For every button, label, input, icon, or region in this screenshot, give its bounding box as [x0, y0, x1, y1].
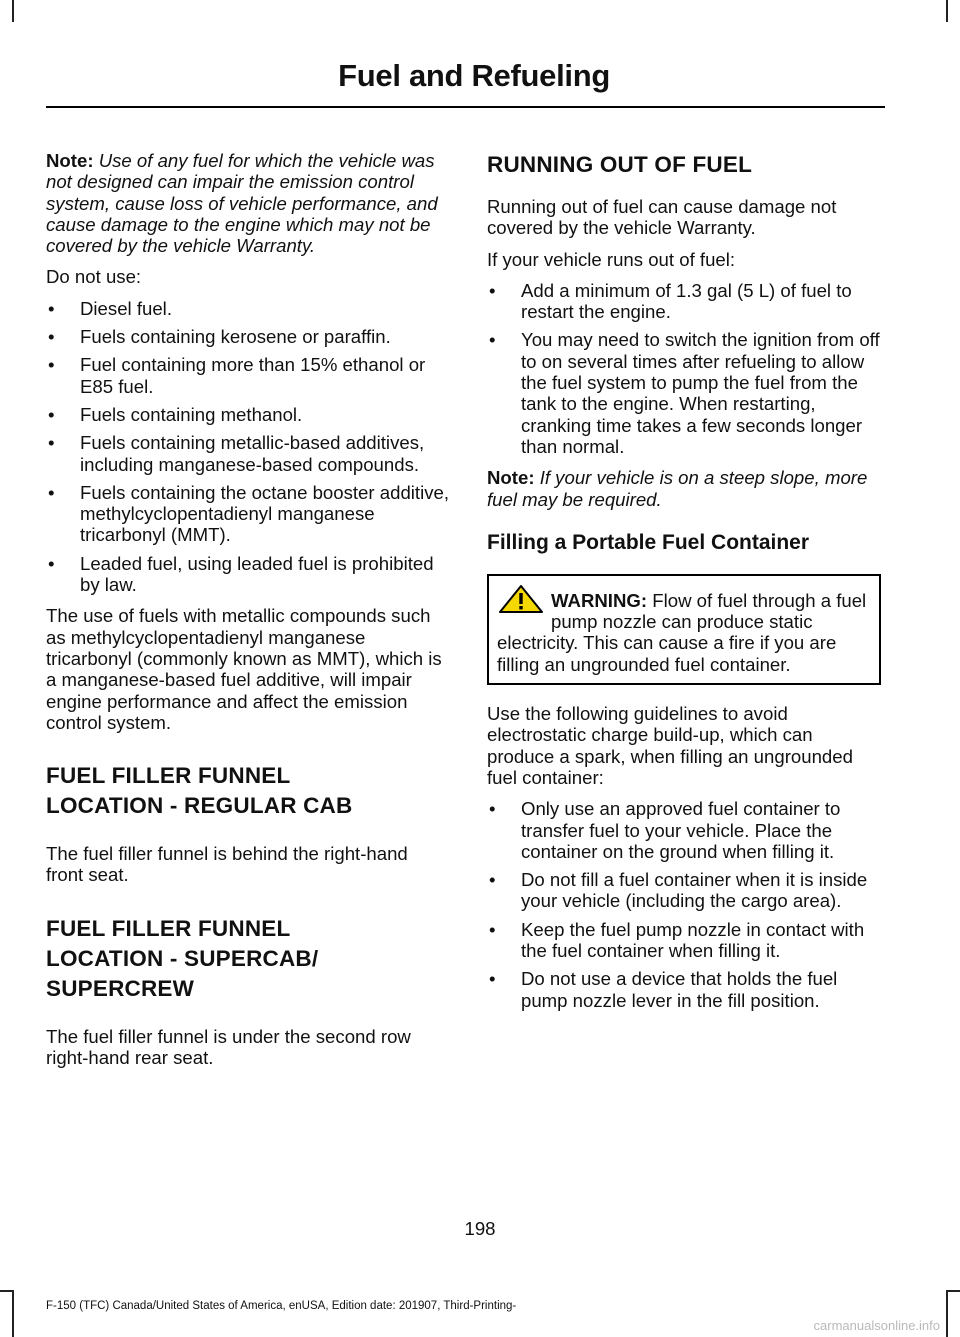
- list-item: [46, 354, 450, 397]
- list-item-text: Fuels containing metallic-based additives, including manganese-based compounds.: [80, 432, 425, 475]
- do-not-use-intro: Do not use:: [46, 266, 142, 288]
- crop-mark-top-right: [946, 0, 948, 22]
- guidelines-intro: Use the following guidelines to avoid electrostatic charge build-up, which can produce a spark, when filling an ungrounded fuel container:: [487, 703, 853, 788]
- bullet-icon: •: [48, 432, 55, 454]
- regular-cab-text: The fuel filler funnel is behind the right-hand front seat.: [46, 843, 408, 886]
- list-item-text: Leaded fuel, using leaded fuel is prohibited by law.: [80, 552, 434, 596]
- slope-note: [487, 467, 881, 510]
- list-item: [487, 280, 881, 323]
- list-item: [46, 482, 450, 546]
- page-number: 198: [464, 1218, 496, 1239]
- metallic-compounds-paragraph: The use of fuels with metallic compounds such as methylcyclopentadienyl manganese tricarbonyl (commonly known as MMT), which is a manganese-based fuel additive, will impair engine performance and affect the emission control system.: [46, 605, 442, 733]
- bullet-icon: •: [48, 297, 55, 319]
- right-column: [487, 150, 881, 1021]
- bullet-icon: •: [48, 326, 55, 348]
- note-text: Use of any fuel for which the vehicle was not designed can impair the emission control system, cause loss of vehicle performance, and cause damage to the engine which may not be covered by the vehicle Warranty.: [46, 150, 438, 257]
- bullet-icon: •: [489, 279, 496, 301]
- warning-text: Flow of fuel through a fuel pump nozzle can produce static electricity. This can cause a fire if you are filling an ungrounded fuel container.: [497, 589, 867, 675]
- left-column: [46, 150, 450, 1078]
- list-item-text: Do not fill a fuel container when it is inside your vehicle (including the cargo area).: [521, 869, 868, 912]
- header-divider: [46, 106, 885, 108]
- crop-mark-bottom-right-h: [946, 1290, 960, 1292]
- list-item: [46, 404, 450, 425]
- page-header-title: Fuel and Refueling: [338, 58, 610, 93]
- bullet-icon: •: [48, 403, 55, 425]
- runs-out-intro: If your vehicle runs out of fuel:: [487, 248, 736, 270]
- runs-out-list: [487, 280, 881, 457]
- list-item-text: Do not use a device that holds the fuel pump nozzle lever in the fill position.: [521, 968, 838, 1011]
- note-label: Note:: [46, 150, 94, 171]
- warning-label: WARNING:: [551, 589, 648, 611]
- bullet-icon: •: [48, 481, 55, 503]
- crop-mark-bottom-left-h: [0, 1290, 14, 1292]
- bullet-icon: •: [489, 329, 496, 351]
- list-item: [487, 869, 881, 912]
- section-heading-regular-cab: [46, 761, 450, 821]
- bullet-icon: •: [48, 552, 55, 574]
- list-item-text: Keep the fuel pump nozzle in contact with the fuel container when filling it.: [521, 918, 865, 962]
- heading-line: SUPERCREW: [46, 975, 195, 1001]
- guidelines-list: [487, 798, 881, 1011]
- list-item-text: Fuels containing the octane booster additive, methylcyclopentadienyl manganese tricarbonyl (MMT).: [80, 481, 450, 546]
- watermark: carmanualsonline.info: [813, 1318, 940, 1333]
- heading-line: LOCATION - SUPERCAB/: [46, 945, 319, 971]
- bullet-icon: •: [489, 968, 496, 990]
- do-not-use-list: [46, 298, 450, 596]
- warning-box: [487, 574, 881, 685]
- list-item-text: You may need to switch the ignition from off to on several times after refueling to allow the fuel system to pump the fuel from the tank to the engine. When restarting, cranking time takes a few seconds longer than normal.: [521, 329, 880, 457]
- list-item-text: Fuels containing kerosene or paraffin.: [80, 326, 391, 348]
- list-item-text: Fuels containing methanol.: [80, 403, 303, 425]
- warning-triangle-icon: [497, 584, 545, 614]
- crop-mark-bottom-left: [12, 1290, 14, 1337]
- list-item: [46, 432, 450, 475]
- list-item-text: Diesel fuel.: [80, 297, 172, 319]
- bullet-icon: •: [489, 918, 496, 940]
- list-item: [487, 968, 881, 1011]
- crop-mark-top-left: [12, 0, 14, 22]
- note-text: If your vehicle is on a steep slope, more fuel may be required.: [487, 467, 868, 510]
- section-heading-running-out: RUNNING OUT OF FUEL: [487, 152, 753, 177]
- footer-edition-text: F-150 (TFC) Canada/United States of America, enUSA, Edition date: 201907, Third-Printing-: [46, 1300, 517, 1312]
- bullet-icon: •: [48, 354, 55, 376]
- list-item: [487, 919, 881, 962]
- note-label: Note:: [487, 467, 535, 489]
- list-item-text: Only use an approved fuel container to transfer fuel to your vehicle. Place the container on the ground when filling it.: [521, 798, 841, 862]
- running-out-intro: Running out of fuel can cause damage not covered by the vehicle Warranty.: [487, 196, 837, 239]
- bullet-icon: •: [489, 798, 496, 820]
- crop-mark-bottom-right: [946, 1290, 948, 1337]
- list-item: [487, 329, 881, 457]
- list-item: [46, 326, 450, 347]
- section-heading-supercab: [46, 914, 450, 1004]
- fuel-note: [46, 150, 450, 256]
- heading-line: FUEL FILLER FUNNEL: [46, 915, 291, 941]
- subheading-portable-container: Filling a Portable Fuel Container: [487, 530, 810, 554]
- list-item-text: Add a minimum of 1.3 gal (5 L) of fuel to restart the engine.: [521, 279, 852, 323]
- list-item-text: Fuel containing more than 15% ethanol or E85 fuel.: [80, 354, 426, 397]
- supercab-text: The fuel filler funnel is under the second row right-hand rear seat.: [46, 1025, 411, 1069]
- list-item: [487, 798, 881, 862]
- list-item: [46, 298, 450, 319]
- list-item: [46, 553, 450, 596]
- heading-line: FUEL FILLER FUNNEL: [46, 763, 291, 789]
- bullet-icon: •: [489, 869, 496, 891]
- heading-line: LOCATION - REGULAR CAB: [46, 793, 353, 819]
